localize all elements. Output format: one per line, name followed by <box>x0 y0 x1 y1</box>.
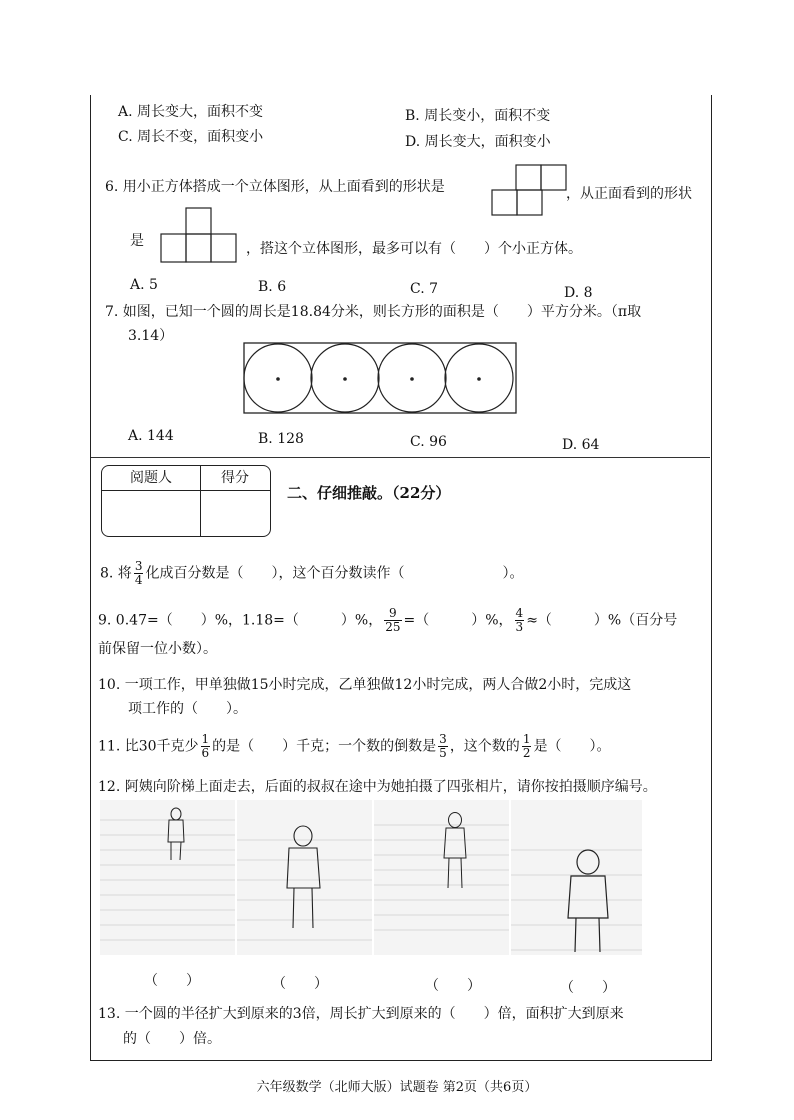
question-11: 11. 比30千克少 $\frac{1}{6}$ 的是（ ）千克；一个数的倒数是 $\frac{3}{5}$ ，这个数的 $\frac{1}{2}$ 是（ ）。 <box>98 732 611 760</box>
photo-3-answer-blank[interactable]: （ ） <box>425 978 481 994</box>
question-9: 9. 0.47=（ ）%，1.18=（ ）%， $\frac{9}{25}$ =（ ）%， $\frac{4}{3}$ ≈（ ）%（百分号 <box>98 606 678 634</box>
q6-option-b: B. 6 <box>258 279 287 295</box>
score-box <box>101 465 271 537</box>
q6-text-line2b: ，搭这个立体图形，最多可以有（ ）个小正方体。 <box>246 241 582 257</box>
question-13-line2: 的（ ）倍。 <box>123 1031 221 1047</box>
q6-option-a: A. 5 <box>130 277 158 293</box>
q6-front-view-figure <box>158 205 240 265</box>
photo-4 <box>511 800 642 955</box>
q7-option-d: D. 64 <box>562 437 600 453</box>
q7-circles-rectangle-figure <box>243 342 517 418</box>
section2-title: 二、仔细推敲。（22分） <box>287 484 451 502</box>
photo-4-answer-blank[interactable]: （ ） <box>560 980 616 996</box>
question-10-line1: 10. 一项工作，甲单独做15小时完成，乙单独做12小时完成，两人合做2小时，完成这 <box>98 677 632 693</box>
q6-text-line2a: 是 <box>130 233 144 249</box>
photo-1-answer-blank[interactable]: （ ） <box>144 973 200 989</box>
q6-option-d: D. 8 <box>564 285 593 301</box>
q5-option-a: A. 周长变大，面积不变 <box>118 104 264 120</box>
q6-text-line1a: 6. 用小正方体搭成一个立体图形，从上面看到的形状是 <box>105 179 445 195</box>
question-9-line2: 前保留一位小数）。 <box>98 641 217 657</box>
photo-2-answer-blank[interactable]: （ ） <box>272 976 328 992</box>
q5-option-b: B. 周长变小，面积不变 <box>405 108 551 124</box>
q5-option-d: D. 周长变大，面积变小 <box>405 134 551 150</box>
question-8: 8. 将 $\frac{3}{4}$ 化成百分数是（ ），这个百分数读作（ ）。 <box>100 559 524 587</box>
reviewer-label: 阅题人 <box>130 470 172 486</box>
photo-1 <box>100 800 235 955</box>
q6-top-view-figure <box>490 163 570 217</box>
score-label: 得分 <box>221 470 249 486</box>
q7-option-a: A. 144 <box>128 428 174 444</box>
q6-option-c: C. 7 <box>410 281 439 297</box>
section-divider <box>91 457 710 458</box>
q7-text-line1: 7. 如图，已知一个圆的周长是18.84分米，则长方形的面积是（ ）平方分米。（π取 <box>105 304 642 320</box>
question-10-line2: 项工作的（ ）。 <box>128 701 247 717</box>
question-13-line1: 13. 一个圆的半径扩大到原来的3倍，周长扩大到原来的（ ）倍，面积扩大到原来 <box>98 1006 624 1022</box>
q5-option-c: C. 周长不变，面积变小 <box>118 129 264 145</box>
question-12-line1: 12. 阿姨向阶梯上面走去，后面的叔叔在途中为她拍摄了四张相片，请你按拍摄顺序编号。 <box>98 779 657 795</box>
q7-option-b: B. 128 <box>258 431 304 447</box>
page-footer: 六年级数学（北师大版）试题卷 第2页（共6页） <box>256 1080 538 1095</box>
q6-text-line1b: ，从正面看到的形状 <box>566 186 692 202</box>
photo-2 <box>237 800 372 955</box>
q7-option-c: C. 96 <box>410 434 447 450</box>
photo-3 <box>374 800 509 955</box>
q7-text-line2: 3.14） <box>128 328 174 344</box>
